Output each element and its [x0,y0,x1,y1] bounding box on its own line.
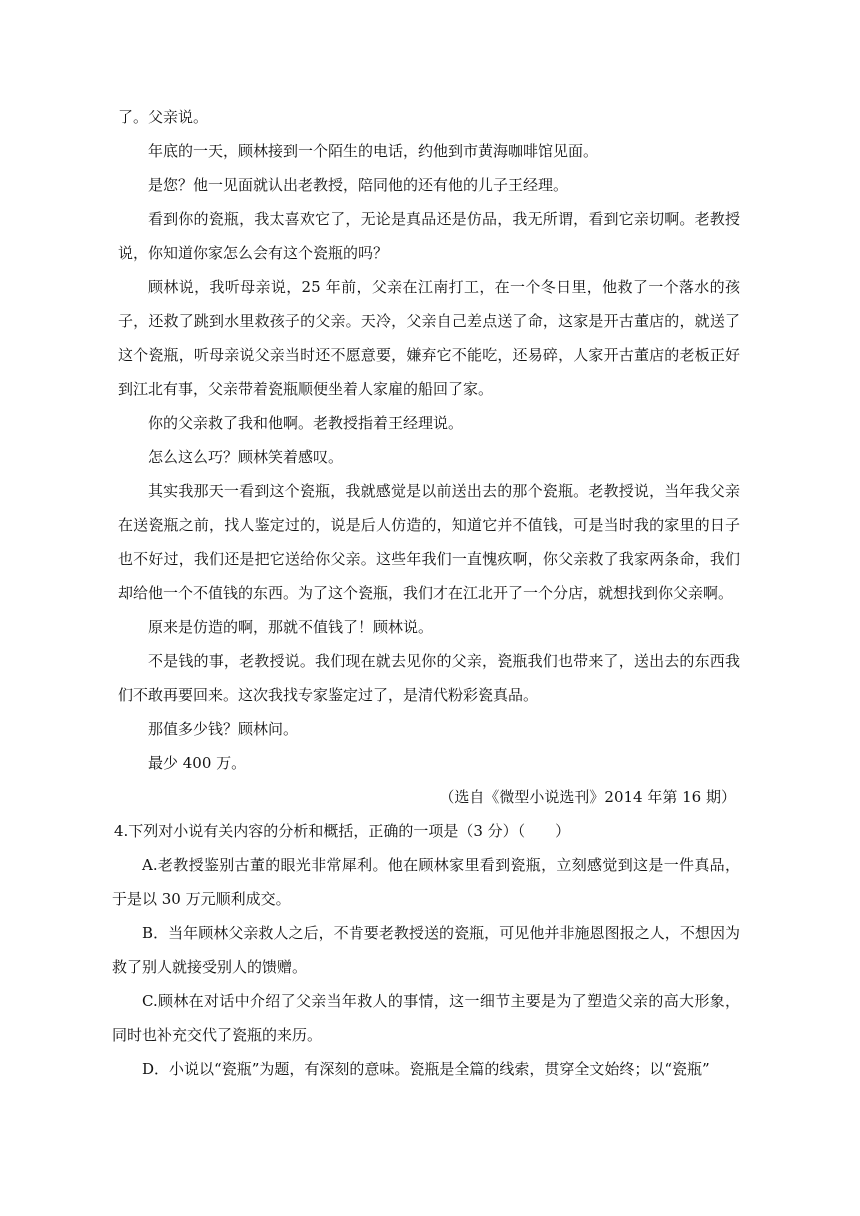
story-paragraph: 了。父亲说。 [118,108,209,126]
answer-option-c: C.顾林在对话中介绍了父亲当年救人的事情，这一细节主要是为了塑造父亲的高大形象，同时也补充交代了瓷瓶的来历。 [112,992,740,1044]
answer-option-d: D．小说以“瓷瓶”为题，有深刻的意味。瓷瓶是全篇的线索，贯穿全文始终；以“瓷瓶” [142,1060,710,1078]
story-paragraph: 原来是仿造的啊，那就不值钱了！顾林说。 [148,618,434,636]
story-paragraph: 怎么这么巧？顾林笑着感叹。 [148,448,344,466]
story-paragraph: 年底的一天，顾林接到一个陌生的电话，约他到市黄海咖啡馆见面。 [148,142,599,160]
story-paragraph: 顾林说，我听母亲说，25 年前，父亲在江南打工，在一个冬日里，他救了一个落水的孩子，还救了跳到水里救孩子的父亲。天冷，父亲自己差点送了命，这家是开古董店的，就送了这个瓷瓶，听母亲说父亲当时还不愿意要，嫌弃它不能吃，还易碎，人家开古董店的老板正好到江北有事，父亲带着瓷瓶顺便坐着人家雇的船回了家。 [118,278,740,398]
story-paragraph: 那值多少钱？顾林问。 [148,720,299,738]
story-paragraph: 你的父亲救了我和他啊。老教授指着王经理说。 [148,414,464,432]
story-paragraph: 最少 400 万。 [148,754,247,772]
answer-option-b: B．当年顾林父亲救人之后，不肯要老教授送的瓷瓶，可见他并非施恩图报之人，不想因为救了别人就接受别人的馈赠。 [112,924,740,976]
story-paragraph: 不是钱的事，老教授说。我们现在就去见你的父亲，瓷瓶我们也带来了，送出去的东西我们不敢再要回来。这次我找专家鉴定过了，是清代粉彩瓷真品。 [118,652,740,704]
story-paragraph: 看到你的瓷瓶，我太喜欢它了，无论是真品还是仿品，我无所谓，看到它亲切啊。老教授说，你知道你家怎么会有这个瓷瓶的吗？ [118,210,740,262]
document-body [112,100,740,1086]
story-paragraph: 其实我那天一看到这个瓷瓶，我就感觉是以前送出去的那个瓷瓶。老教授说，当年我父亲在送瓷瓶之前，找人鉴定过的，说是后人仿造的，知道它并不值钱，可是当时我的家里的日子也不好过，我们还是把它送给你父亲。这些年我们一直愧疚啊，你父亲救了我家两条命，我们却给他一个不值钱的东西。为了这个瓷瓶，我们才在江北开了一个分店，就想找到你父亲啊。 [118,482,740,602]
story-paragraph: 是您？他一见面就认出老教授，陪同他的还有他的儿子王经理。 [148,176,569,194]
question-stem: 4.下列对小说有关内容的分析和概括，正确的一项是（3 分）（ ） [114,822,571,840]
story-source-citation: （选自《微型小说选刊》2014 年第 16 期） [439,788,736,806]
answer-option-a: A.老教授鉴别古董的眼光非常犀利。他在顾林家里看到瓷瓶，立刻感觉到这是一件真品，于是以 30 万元顺利成交。 [112,856,740,908]
